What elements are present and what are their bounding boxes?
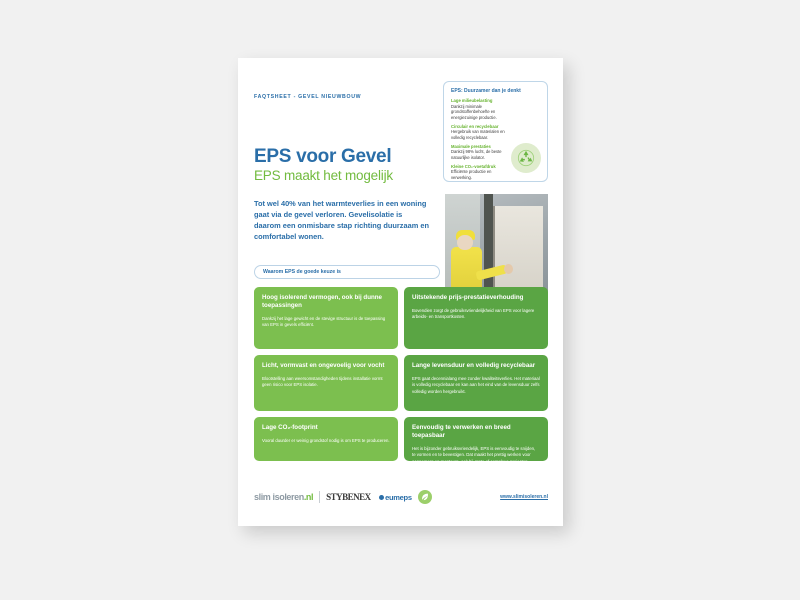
benefit-card-title: Licht, vormvast en ongevoelig voor vocht bbox=[262, 362, 385, 369]
info-item-text: Dankzij minimale grondstoffenbehoefte en energiezuinige productie. bbox=[451, 103, 497, 120]
logo-divider bbox=[319, 491, 320, 503]
benefit-card-text: Het is bijzonder gebruiksvriendelijk, EPS is eenvoudig te snijden, te vormen en te bevestigen. Dat maakt het prettig werken voor aannemers en monteurs, ook bij grote of complexe projecten. bbox=[412, 446, 536, 464]
page-title: EPS voor Gevel bbox=[254, 146, 392, 167]
page-kicker: FAQTSHEET - GEVEL NIEUWBOUW bbox=[254, 94, 362, 100]
benefit-card-text: Dankzij het lage gewicht en de stevige structuur is de toepassing van EPS in gevels efficiënt. bbox=[262, 316, 386, 328]
info-item bbox=[451, 124, 540, 141]
benefit-card bbox=[404, 287, 548, 349]
leaf-icon bbox=[418, 490, 432, 504]
benefit-card bbox=[254, 355, 398, 411]
benefit-card-text: EPS gaat decennialang mee zonder kwaliteitsverlies. Het materiaal is volledig recyclebaar en kan aan het eind van de levensduur zelfs volledig worden hergebruikt. bbox=[412, 376, 540, 394]
info-item bbox=[451, 98, 540, 120]
benefit-card-title: Eenvoudig te verwerken en breed toepasbaar bbox=[412, 424, 511, 440]
benefit-card bbox=[404, 355, 548, 411]
info-item-title: Kleine CO₂-voetafdruk bbox=[451, 163, 496, 169]
benefit-card bbox=[404, 417, 548, 464]
benefit-card-title: Lange levensduur en volledig recyclebaar bbox=[412, 362, 536, 369]
logo-stybenex: STYBENEX bbox=[326, 492, 371, 502]
lead-paragraph: Tot wel 40% van het warmteverlies in een woning gaat via de gevel verloren. Gevelisolatie is daarom een onmisbare stap richting duurzaam en comfortabel wonen. bbox=[254, 199, 429, 242]
question-bar[interactable] bbox=[254, 265, 440, 279]
benefit-card-title: Hoog isolerend vermogen, ook bij dunne toepassingen bbox=[262, 294, 382, 310]
benefit-card-title: Uitstekende prijs-prestatieverhouding bbox=[412, 294, 524, 301]
eumeps-dot-icon bbox=[379, 495, 384, 500]
info-item-text: Efficiënte productie en verwerking. bbox=[451, 169, 492, 180]
info-box-heading: EPS: Duurzamer dan je denkt bbox=[451, 88, 521, 94]
benefit-card-text: Vooral duurder er weinig grondstof nodig is om EPS te produceren. bbox=[262, 438, 390, 444]
footer-url[interactable]: www.slimisoleren.nl bbox=[500, 494, 548, 500]
logo-eumeps-text: eumeps bbox=[385, 492, 412, 502]
footer bbox=[254, 490, 548, 504]
benefit-card bbox=[254, 287, 398, 349]
benefit-card bbox=[254, 417, 398, 461]
logo-slimisoleren-suffix: .nl bbox=[303, 492, 314, 502]
factsheet-page bbox=[238, 58, 563, 526]
info-item-text: Dankzij 98% lucht, de beste natuurlijke isolator. bbox=[451, 149, 502, 160]
logo-eumeps bbox=[379, 493, 412, 502]
benefit-card-title: Lage CO₂-footprint bbox=[262, 424, 318, 431]
page-subtitle: EPS maakt het mogelijk bbox=[254, 168, 393, 183]
benefit-card-grid bbox=[254, 287, 548, 464]
info-item-title: Circulair en recyclebaar bbox=[451, 123, 499, 129]
logo-slimisoleren bbox=[254, 492, 313, 502]
benefit-card-text: Bovendien zorgt de gebruiksvriendelijkheid van EPS voor lagere arbeids- en transportkosten. bbox=[412, 308, 535, 320]
question-bar-label: Waarom EPS de goede keuze is bbox=[263, 269, 341, 275]
benefit-card-text: Blootstelling aan weersomstandigheden tijdens installatie vormt geen risico voor EPS isolatie. bbox=[262, 376, 383, 388]
sustainability-info-box bbox=[443, 81, 548, 182]
info-item-text: Hergebruik van materialen en volledig recyclebaar. bbox=[451, 129, 505, 140]
recycle-icon bbox=[511, 143, 541, 173]
info-item-title: Maximale prestaties bbox=[451, 143, 491, 149]
logo-slimisoleren-text: slim isoleren bbox=[254, 492, 304, 502]
info-item-title: Lage milieubelasting bbox=[451, 98, 493, 103]
